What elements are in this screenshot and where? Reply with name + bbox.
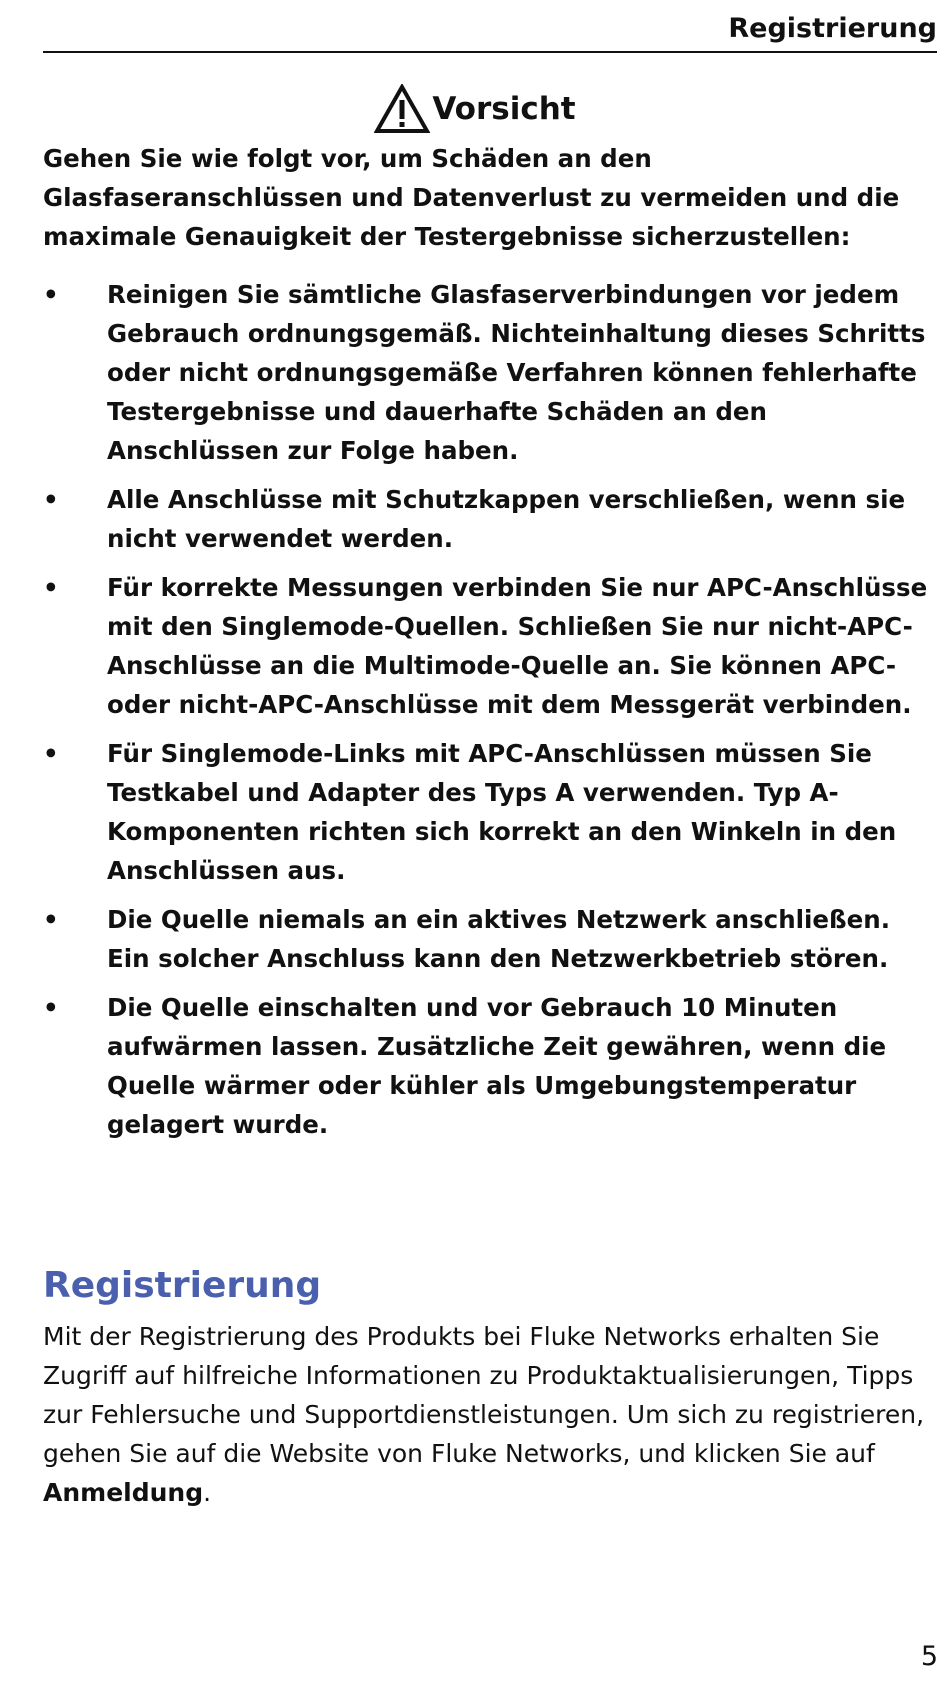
section-title-registration: Registrierung xyxy=(43,1265,322,1306)
bullet-icon: • xyxy=(43,485,59,514)
caution-title: Vorsicht xyxy=(432,91,576,127)
list-item xyxy=(43,480,937,558)
bullet-icon: • xyxy=(43,573,59,602)
header-divider xyxy=(43,51,937,53)
bullet-icon: • xyxy=(43,905,59,934)
anmeldung-link[interactable]: Anmeldung xyxy=(43,1478,204,1507)
list-item xyxy=(43,734,937,890)
list-item-text: Reinigen Sie sämtliche Glasfaserverbindungen vor jedem Gebrauch ordnungsgemäß. Nichteinhaltung dieses Schritts oder nicht ordnungsgemäße Verfahren können fehlerhafte Testergebnisse und dauerhafte Schäden an den Anschlüssen zur Folge haben. xyxy=(107,280,926,465)
list-item xyxy=(43,900,937,978)
bullet-icon: • xyxy=(43,739,59,768)
caution-intro: Gehen Sie wie folgt vor, um Schäden an den Glasfaseranschlüssen und Datenverlust zu vermeiden und die maximale Genauigkeit der Testergebnisse sicherzustellen: xyxy=(43,144,900,251)
caution-heading xyxy=(0,84,950,134)
list-item xyxy=(43,988,937,1144)
list-item-text: Die Quelle einschalten und vor Gebrauch 10 Minuten aufwärmen lassen. Zusätzliche Zeit gewähren, wenn die Quelle wärmer oder kühler als Umgebungstemperatur gelagert wurde. xyxy=(107,993,887,1139)
registration-body-text: Mit der Registrierung des Produkts bei Fluke Networks erhalten Sie Zugriff auf hilfreiche Informationen zu Produktaktualisierungen, Tipps zur Fehlersuche und Supportdienstleistungen. Um sich zu registrieren, gehen Sie auf die Website von Fluke Networks, und klicken Sie auf xyxy=(43,1322,925,1468)
bullet-icon: • xyxy=(43,993,59,1022)
list-item-text: Für korrekte Messungen verbinden Sie nur APC-Anschlüsse mit den Singlemode-Quellen. Schließen Sie nur nicht-APC-Anschlüsse an die Multimode-Quelle an. Sie können APC- oder nicht-APC-Anschlüsse mit dem Messgerät verbinden. xyxy=(107,573,928,719)
page-number: 5 xyxy=(920,1641,938,1672)
list-item-text: Die Quelle niemals an ein aktives Netzwerk anschließen. Ein solcher Anschluss kann den Netzwerkbetrieb stören. xyxy=(107,905,891,973)
registration-body-end: . xyxy=(203,1478,212,1507)
list-item xyxy=(43,568,937,724)
list-item-text: Alle Anschlüsse mit Schutzkappen verschließen, wenn sie nicht verwendet werden. xyxy=(107,485,906,553)
running-head-title: Registrierung xyxy=(728,13,937,44)
list-item-text: Für Singlemode-Links mit APC-Anschlüssen müssen Sie Testkabel und Adapter des Typs A verwenden. Typ A-Komponenten richten sich korrekt an den Winkeln in den Anschlüssen aus. xyxy=(107,739,897,885)
list-item xyxy=(43,275,937,470)
bullet-icon: • xyxy=(43,280,59,309)
registration-paragraph xyxy=(43,1317,937,1512)
caution-list xyxy=(43,275,937,1154)
warning-triangle-icon xyxy=(374,84,430,134)
